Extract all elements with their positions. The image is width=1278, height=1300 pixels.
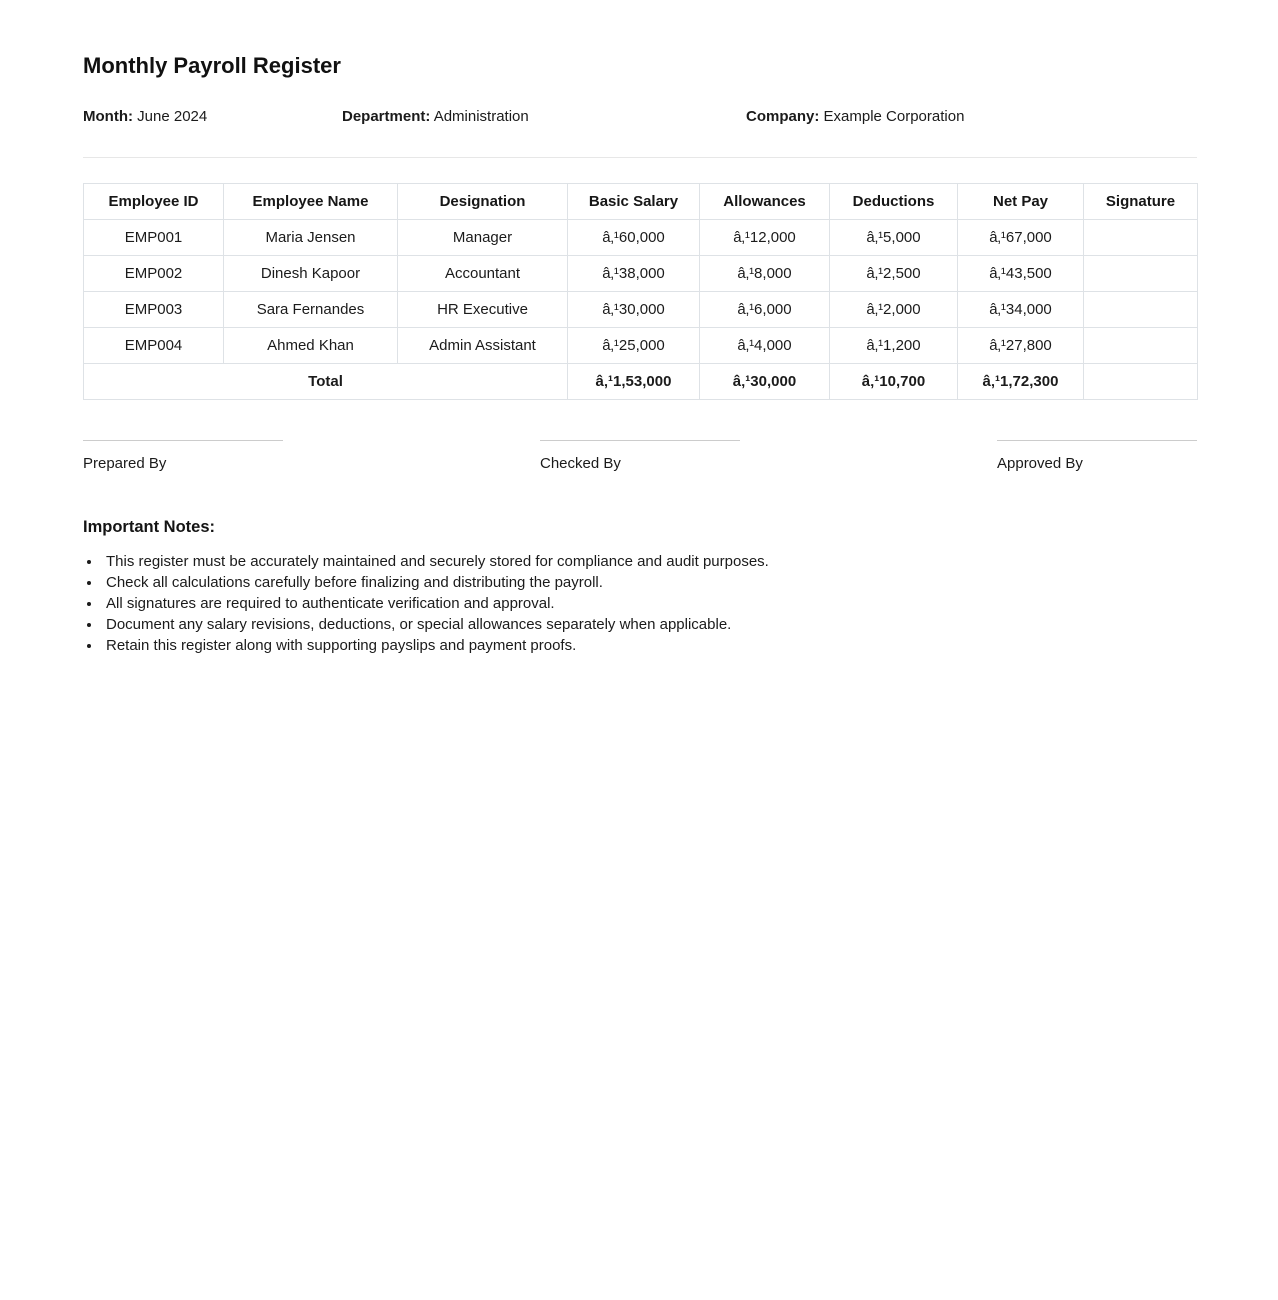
cell-signature [1084,328,1198,364]
meta-company [746,106,964,127]
cell-allowances: â‚¹4,000 [700,328,830,364]
cell-deductions: â‚¹5,000 [830,220,958,256]
page-title: Monthly Payroll Register [83,53,341,78]
cell-employee-name: Sara Fernandes [224,292,398,328]
cell-signature [1084,256,1198,292]
cell-allowances: â‚¹12,000 [700,220,830,256]
cell-employee-name: Dinesh Kapoor [224,256,398,292]
total-allowances: â‚¹30,000 [700,364,830,400]
cell-employee-id: EMP003 [84,292,224,328]
company-value: Example Corporation [823,108,965,125]
table-row [84,328,1198,364]
cell-designation: HR Executive [398,292,568,328]
cell-net-pay: â‚¹43,500 [958,256,1084,292]
cell-employee-id: EMP004 [84,328,224,364]
cell-basic-salary: â‚¹60,000 [568,220,700,256]
meta-month [83,106,342,127]
notes-list [83,551,1197,656]
table-row [84,292,1198,328]
cell-basic-salary: â‚¹38,000 [568,256,700,292]
col-header-allowances: Allowances [700,184,830,220]
cell-deductions: â‚¹1,200 [830,328,958,364]
cell-employee-id: EMP002 [84,256,224,292]
month-value: June 2024 [137,108,208,125]
notes-heading: Important Notes: [83,518,215,536]
col-header-employee-id: Employee ID [84,184,224,220]
table-row [84,256,1198,292]
cell-allowances: â‚¹8,000 [700,256,830,292]
cell-basic-salary: â‚¹25,000 [568,328,700,364]
cell-allowances: â‚¹6,000 [700,292,830,328]
total-signature [1084,364,1198,400]
signature-approved-by: Approved By [997,440,1197,474]
col-header-basic-salary: Basic Salary [568,184,700,220]
total-net-pay: â‚¹1,72,300 [958,364,1084,400]
signature-checked-by: Checked By [540,440,740,474]
cell-signature [1084,292,1198,328]
cell-employee-id: EMP001 [84,220,224,256]
col-header-signature: Signature [1084,184,1198,220]
cell-net-pay: â‚¹27,800 [958,328,1084,364]
department-value: Administration [433,108,529,125]
total-label: Total [84,364,568,400]
col-header-deductions: Deductions [830,184,958,220]
note-item: • Retain this register along with supporting payslips and payment proofs. [102,635,1197,656]
cell-designation: Accountant [398,256,568,292]
cell-designation: Manager [398,220,568,256]
col-header-net-pay: Net Pay [958,184,1084,220]
signature-section [83,440,1197,474]
header-divider [83,157,1197,158]
department-label: Department: [342,108,431,125]
note-item: • All signatures are required to authenticate verification and approval. [102,593,1197,614]
note-item: • This register must be accurately maintained and securely stored for compliance and audit purposes. [102,551,1197,572]
cell-designation: Admin Assistant [398,328,568,364]
document-meta [83,106,1197,127]
cell-signature [1084,220,1198,256]
meta-department [342,106,746,127]
signature-prepared-by: Prepared By [83,440,283,474]
cell-employee-name: Maria Jensen [224,220,398,256]
table-row [84,220,1198,256]
total-basic-salary: â‚¹1,53,000 [568,364,700,400]
payroll-register-document [83,0,1197,656]
cell-employee-name: Ahmed Khan [224,328,398,364]
col-header-employee-name: Employee Name [224,184,398,220]
payroll-table [83,183,1198,400]
note-item: • Document any salary revisions, deductions, or special allowances separately when applicable. [102,614,1197,635]
total-deductions: â‚¹10,700 [830,364,958,400]
note-item: • Check all calculations carefully before finalizing and distributing the payroll. [102,572,1197,593]
cell-net-pay: â‚¹34,000 [958,292,1084,328]
company-label: Company: [746,108,820,125]
col-header-designation: Designation [398,184,568,220]
cell-deductions: â‚¹2,000 [830,292,958,328]
cell-net-pay: â‚¹67,000 [958,220,1084,256]
table-total-row [84,364,1198,400]
cell-deductions: â‚¹2,500 [830,256,958,292]
cell-basic-salary: â‚¹30,000 [568,292,700,328]
table-header-row [84,184,1198,220]
month-label: Month: [83,108,133,125]
